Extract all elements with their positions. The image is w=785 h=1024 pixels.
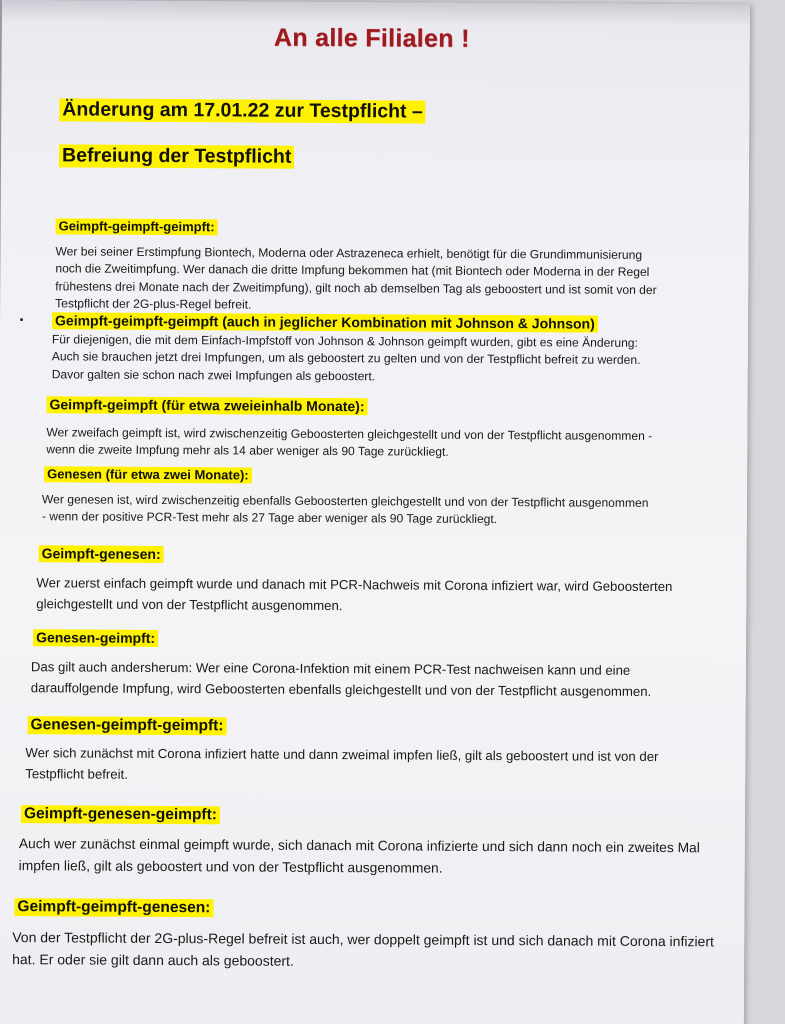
section-heading-1 — [56, 218, 218, 234]
paragraph-line: darauffolgende Impfung, wird Geboosterten ebenfalls gleichgestellt und von der Testpflicht ausgenommen. — [30, 680, 652, 699]
section-paragraph-2 — [52, 331, 641, 386]
section-paragraph-7 — [25, 742, 658, 788]
section-heading-6 — [33, 629, 158, 646]
section-heading-3-text: Geimpft-geimpft (für etwa zweieinhalb Monate): — [46, 396, 367, 415]
section-heading-7-text: Genesen-geimpft-geimpft: — [28, 716, 227, 735]
section-paragraph-8 — [19, 833, 700, 881]
section-heading-5-text: Geimpft-genesen: — [39, 545, 164, 563]
section-heading-9-text: Geimpft-geimpft-genesen: — [14, 898, 213, 917]
paragraph-line: Auch sie brauchen jetzt drei Impfungen, um als geboostert zu gelten und von der Testpflicht befreit zu werden. — [51, 349, 641, 368]
section-paragraph-6 — [31, 656, 652, 702]
section-heading-6-text: Genesen-geimpft: — [33, 629, 158, 647]
paragraph-line: Testpflicht der 2G-plus-Regel befreit. — [55, 296, 252, 312]
section-heading-8 — [21, 805, 220, 824]
paragraph-line: Von der Testpflicht der 2G-plus-Regel befreit ist auch, wer doppelt geimpft ist und sich danach mit Corona infiziert — [12, 929, 714, 950]
section-heading-9 — [14, 898, 213, 917]
paragraph-line: impfen ließ, gilt als geboostert und von der Testpflicht ausgenommen. — [18, 858, 443, 876]
stray-dot-mark — [20, 318, 23, 321]
paragraph-line: Wer genesen ist, wird zwischenzeitig ebenfalls Geboosterten gleichgestellt und von der Testpflicht ausgenommen — [41, 492, 649, 510]
section-heading-4-text: Genesen (für etwa zwei Monate): — [44, 466, 252, 483]
paragraph-line: Wer zuerst einfach geimpft wurde und danach mit PCR-Nachweis mit Corona infiziert war, wird Geboosterten — [36, 575, 673, 595]
paragraph-line: Testpflicht befreit. — [25, 766, 128, 782]
section-heading-1-text: Geimpft-geimpft-geimpft: — [56, 218, 218, 235]
paragraph-line: frühestens drei Monate nach der Zweitimpfung), gilt noch ab demselben Tag als geboostert und ist somit von der — [55, 278, 657, 297]
paragraph-line: gleichgestellt und von der Testpflicht ausgenommen. — [36, 596, 343, 614]
paragraph-line: Wer zweifach geimpft ist, wird zwischenzeitig Geboosterten gleichgestellt und von der Testpflicht ausgenommen - — [46, 425, 653, 443]
section-heading-7 — [28, 716, 227, 735]
section-paragraph-1 — [55, 243, 657, 316]
paragraph-line: Wer sich zunächst mit Corona infiziert hatte und dann zweimal impfen ließ, gilt als geboostert und ist von der — [25, 745, 659, 765]
section-heading-5 — [39, 545, 164, 562]
section-paragraph-4 — [42, 491, 649, 529]
section-heading-8-text: Geimpft-genesen-geimpft: — [21, 805, 220, 824]
subtitle-line-2-text: Befreiung der Testpflicht — [59, 144, 294, 168]
section-paragraph-3 — [46, 424, 652, 462]
section-heading-2 — [52, 312, 598, 331]
paragraph-line: - wenn der positive PCR-Test mehr als 27 Tage aber weniger als 90 Tage zurückliegt. — [41, 509, 498, 527]
subtitle-line-2 — [59, 144, 294, 168]
section-paragraph-5 — [36, 572, 672, 618]
paragraph-line: Wer bei seiner Erstimpfung Biontech, Moderna oder Astrazeneca erhielt, benötigt für die Grundimmunisierung — [55, 244, 643, 262]
paragraph-line: Davor galten sie schon nach zwei Impfungen als geboostert. — [51, 366, 376, 383]
paragraph-line: noch die Zweitimpfung. Wer danach die dritte Impfung bekommen hat (mit Biontech oder Moderna in der Regel — [55, 261, 650, 280]
paragraph-line: hat. Er oder sie gilt dann auch als geboostert. — [12, 951, 294, 969]
paragraph-line: wenn die zweite Impfung mehr als 14 aber weniger als 90 Tage zurückliegt. — [46, 442, 449, 460]
section-paragraph-9 — [12, 926, 714, 974]
section-heading-4 — [44, 466, 252, 482]
subtitle-line-1 — [59, 98, 426, 123]
paragraph-line: Auch wer zunächst einmal geimpft wurde, sich danach mit Corona infizierte und sich dann noch ein zweites Mal — [18, 836, 700, 856]
section-heading-2-text: Geimpft-geimpft-geimpft (auch in jeglicher Kombination mit Johnson & Johnson) — [52, 312, 598, 332]
section-heading-3 — [46, 396, 367, 414]
page-title: An alle Filialen ! — [273, 23, 470, 53]
paragraph-line: Das gilt auch andersherum: Wer eine Corona-Infektion mit einem PCR-Test nachweisen kann und eine — [30, 659, 631, 678]
subtitle-line-1-text: Änderung am 17.01.22 zur Testpflicht – — [59, 98, 426, 123]
paragraph-line: Für diejenigen, die mit dem Einfach-Impfstoff von Johnson & Johnson geimpft wurden, gibt es eine Änderung: — [51, 332, 638, 350]
